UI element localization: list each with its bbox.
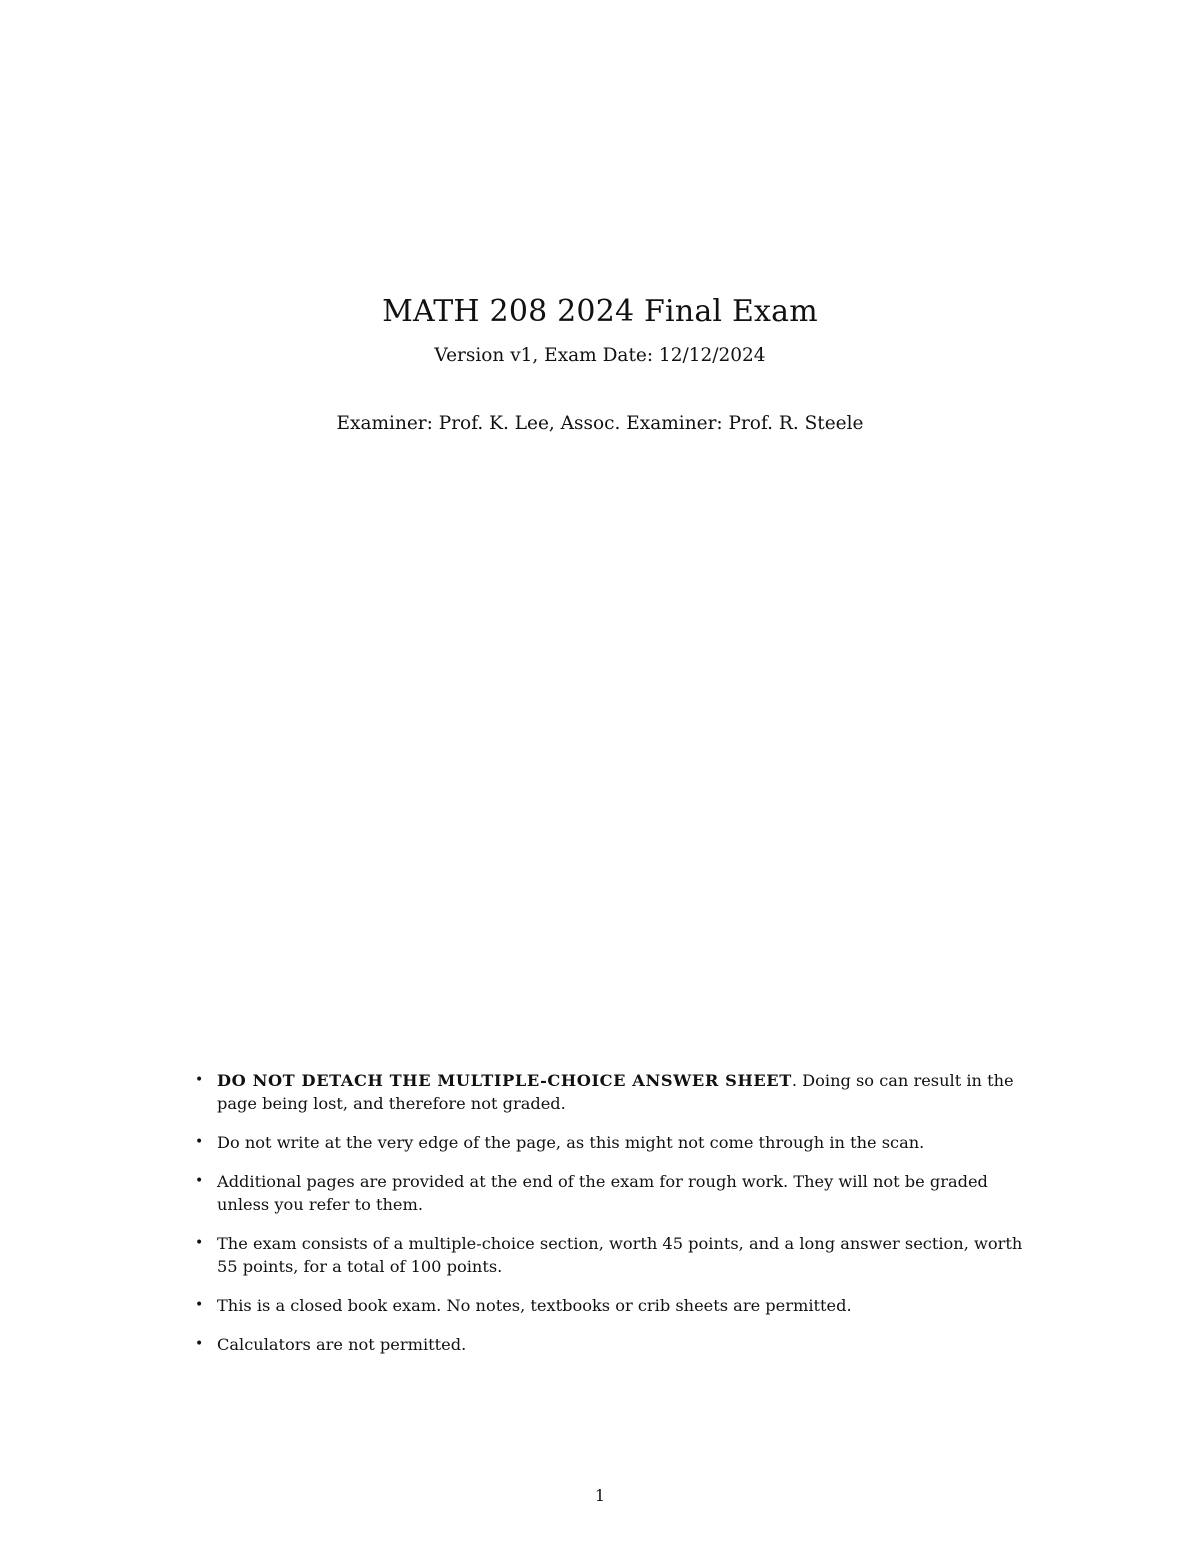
instruction-item <box>190 1131 1035 1154</box>
bullet-icon: • <box>195 1072 204 1088</box>
instruction-text: Calculators are not permitted. <box>217 1335 467 1354</box>
exam-title: MATH 208 2024 Final Exam <box>382 294 818 329</box>
instruction-item <box>190 1069 1035 1115</box>
exam-version-date: Version v1, Exam Date: 12/12/2024 <box>434 345 766 366</box>
bullet-icon: • <box>195 1297 204 1313</box>
instruction-text: The exam consists of a multiple-choice section, worth 45 points, and a long answer section, worth 55 points, for a total of 100 points. <box>217 1234 1023 1276</box>
instruction-item <box>190 1294 1035 1317</box>
page-number: 1 <box>594 1486 606 1505</box>
instruction-text: Additional pages are provided at the end of the exam for rough work. They will not be graded unless you refer to them. <box>217 1172 988 1214</box>
bullet-icon: • <box>195 1173 204 1189</box>
examiners-line: Examiner: Prof. K. Lee, Assoc. Examiner: Prof. R. Steele <box>336 413 864 434</box>
bullet-icon: • <box>195 1235 204 1251</box>
instruction-text: . Doing so can result in the page being lost, and therefore not graded. <box>217 1071 1014 1113</box>
bullet-icon: • <box>195 1134 204 1150</box>
instruction-item <box>190 1232 1035 1278</box>
instruction-text: Do not write at the very edge of the page, as this might not come through in the scan. <box>217 1133 925 1152</box>
instructions-list <box>190 1069 1035 1372</box>
instruction-item <box>190 1333 1035 1356</box>
instruction-emphasis: DO NOT DETACH THE MULTIPLE-CHOICE ANSWER SHEET <box>217 1071 792 1090</box>
bullet-icon: • <box>195 1336 204 1352</box>
instruction-item <box>190 1170 1035 1216</box>
instruction-text: This is a closed book exam. No notes, textbooks or crib sheets are permitted. <box>217 1296 852 1315</box>
